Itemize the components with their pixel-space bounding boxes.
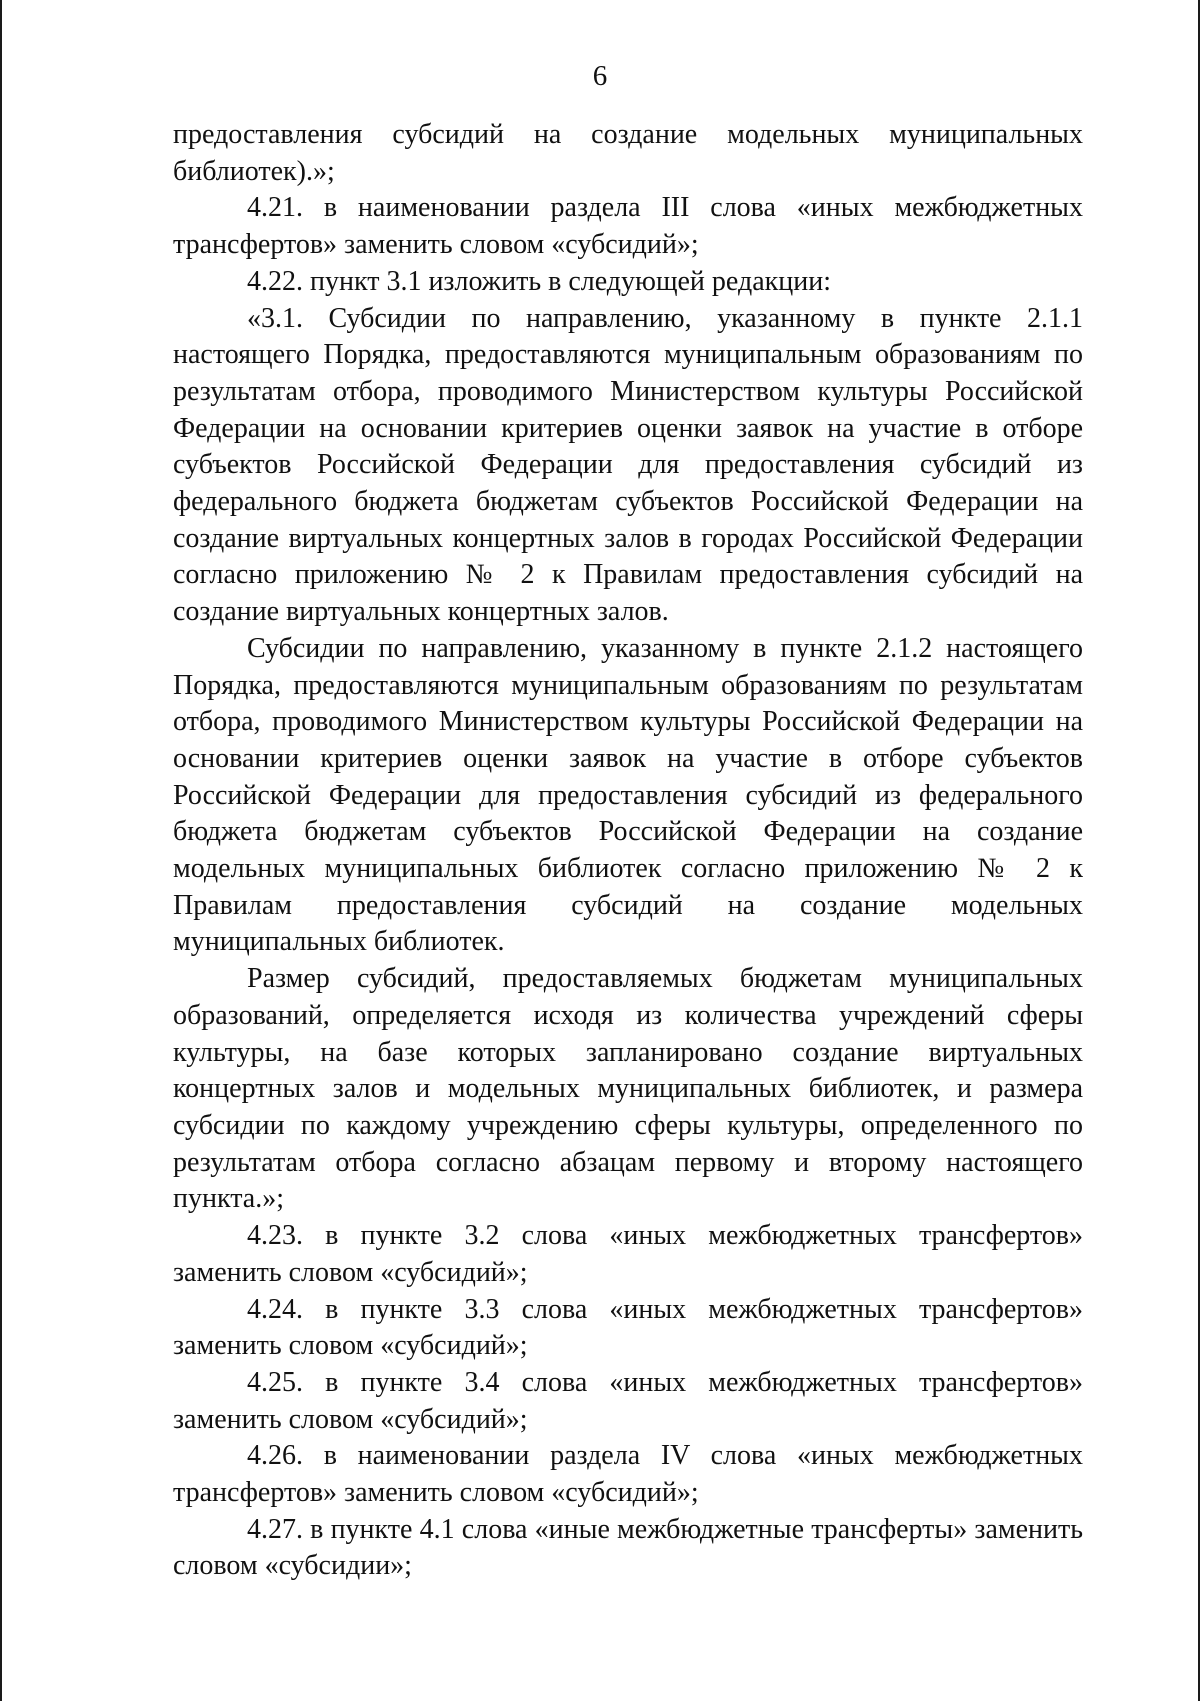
paragraph-continuation: предоставления субсидий на создание модельных муниципальных библиотек).»; [173, 119, 1083, 187]
paragraph-4-23: 4.23. в пункте 3.2 слова «иных межбюджетных трансфертов» заменить словом «субсидий»; [173, 1220, 1083, 1288]
paragraph-4-25: 4.25. в пункте 3.4 слова «иных межбюджетных трансфертов» заменить словом «субсидий»; [173, 1366, 1083, 1435]
paragraph-4-21: 4.21. в наименовании раздела III слова «иных межбюджетных трансфертов» заменить словом «субсидий»; [173, 192, 1083, 261]
scan-left-edge [0, 0, 2, 1701]
document-body [173, 117, 1083, 1585]
paragraph-4-27: 4.27. в пункте 4.1 слова «иные межбюджетные трансферты» заменить словом «субсидии»; [173, 1513, 1083, 1582]
page-number: 6 [592, 60, 608, 92]
paragraph-4-22: 4.22. пункт 3.1 изложить в следующей редакции: [247, 265, 831, 297]
paragraph-3-1-second: Субсидии по направлению, указанному в пункте 2.1.2 настоящего Порядка, предоставляются муниципальным образованиям по результатам отбора, проводимого Министерством культуры Российской Федерации на основании критериев оценки заявок на участие в отборе субъектов Российской Федерации для предоставления субсидий из федерального бюджета бюджетам субъектов Российской Федерации на создание модельных муниципальных библиотек согласно приложению № 2 к Правилам предоставления субсидий на создание модельных муниципальных библиотек. [173, 632, 1083, 958]
paragraph-4-24: 4.24. в пункте 3.3 слова «иных межбюджетных трансфертов» заменить словом «субсидий»; [173, 1293, 1083, 1362]
paragraph-3-1-first: «3.1. Субсидии по направлению, указанному в пункте 2.1.1 настоящего Порядка, предоставляются муниципальным образованиям по результатам отбора, проводимого Министерством культуры Российской Федерации на основании критериев оценки заявок на участие в отборе субъектов Российской Федерации для предоставления субсидий из федерального бюджета бюджетам субъектов Российской Федерации на создание виртуальных концертных залов в городах Российской Федерации согласно приложению № 2 к Правилам предоставления субсидий на создание виртуальных концертных залов. [173, 302, 1083, 628]
paragraph-4-26: 4.26. в наименовании раздела IV слова «иных межбюджетных трансфертов» заменить словом «субсидий»; [173, 1440, 1083, 1509]
paragraph-3-1-third: Размер субсидий, предоставляемых бюджетам муниципальных образований, определяется исходя из количества учреждений сферы культуры, на базе которых запланировано создание виртуальных концертных залов и модельных муниципальных библиотек, и размера субсидии по каждому учреждению сферы культуры, определенного по результатам отбора согласно абзацам первому и второму настоящего пункта.»; [173, 963, 1083, 1215]
